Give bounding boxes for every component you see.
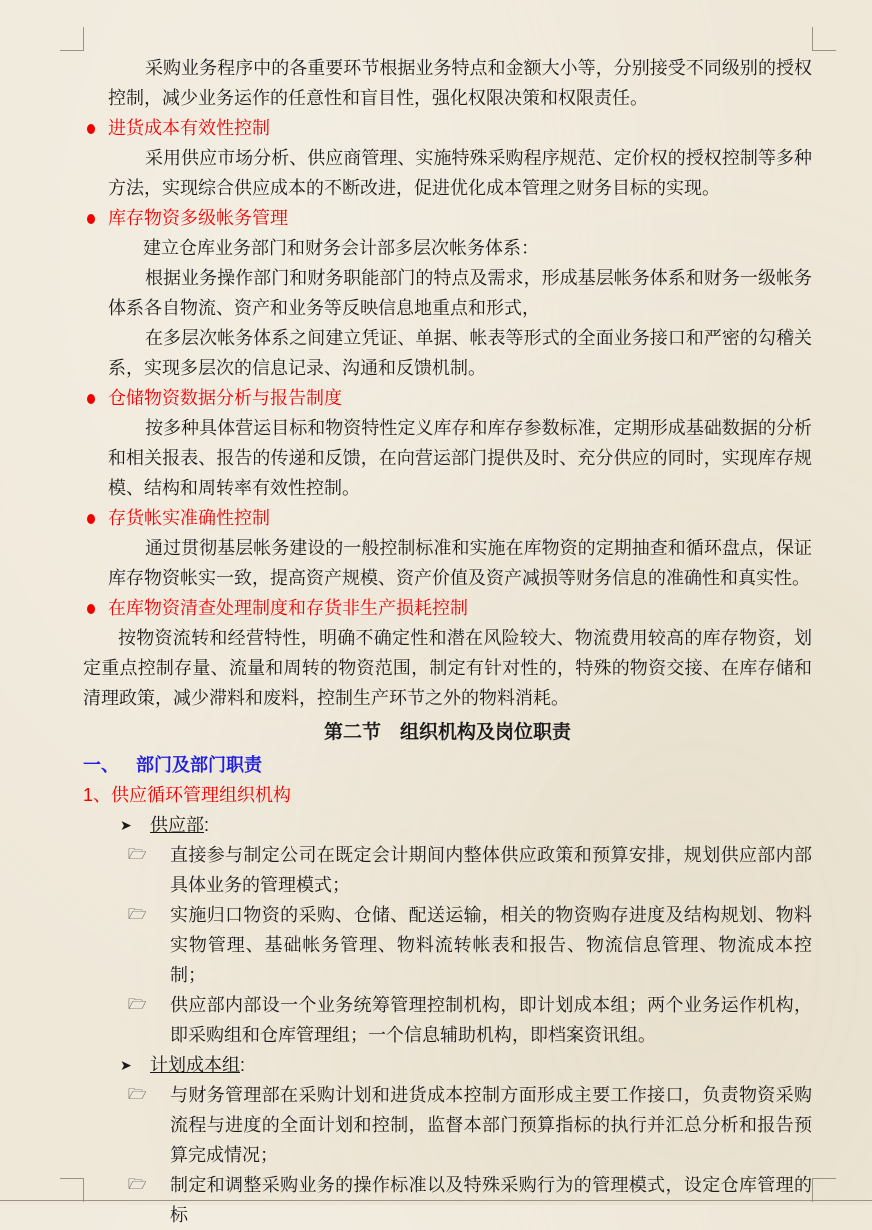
folder-bullet-icon: 🗁: [128, 1086, 147, 1103]
crop-mark-top-right: [812, 27, 836, 51]
bullet-heading: 在库物资清查处理制度和存货非生产损耗控制: [83, 593, 812, 623]
folder-bullet-icon: 🗁: [128, 846, 147, 863]
list-item: 🗁 直接参与制定公司在既定会计期间内整体供应政策和预算安排，规划供应部内部具体业务的管理模式；: [83, 840, 812, 900]
paragraph: 按物资流转和经营特性，明确不确定性和潜在风险较大、物流费用较高的库存物资，划定重点控制存量、流量和周转的物资范围，制定有针对性的，特殊的物资交接、在库存储和清理政策，减少滞料和废料，控制生产环节之外的物料消耗。: [83, 628, 812, 708]
bullet-heading: 存货帐实准确性控制: [83, 503, 812, 533]
subheading-plan-cost-group: ➤ 计划成本组 :: [83, 1050, 812, 1080]
paragraph: 通过贯彻基层帐务建设的一般控制标准和实施在库物资的定期抽查和循环盘点，保证库存物资帐实一致，提高资产规模、资产价值及资产减损等财务信息的准确性和真实性。: [108, 538, 812, 588]
crop-mark-top-left: [60, 27, 84, 51]
heading-level-1: [83, 750, 812, 780]
folder-bullet-icon: 🗁: [128, 1176, 147, 1193]
paragraph: 根据业务操作部门和财务职能部门的特点及需求，形成基层帐务体系和财务一级帐务体系各自物流、资产和业务等反映信息地重点和形式，: [108, 268, 812, 318]
folder-bullet-icon: 🗁: [128, 996, 147, 1013]
bullet-dot-icon: [83, 113, 108, 143]
crop-mark-bottom-right: [812, 1178, 836, 1202]
bullet-dot-icon: [83, 593, 108, 623]
list-item: 🗁 与财务管理部在采购计划和进货成本控制方面形成主要工作接口，负责物资采购流程与进度的全面计划和控制，监督本部门预算指标的执行并汇总分析和报告预算完成情况；: [83, 1080, 812, 1170]
paragraph: 在多层次帐务体系之间建立凭证、单据、帐表等形式的全面业务接口和严密的勾稽关系，实现多层次的信息记录、沟通和反馈机制。: [108, 328, 812, 378]
section-title: 第二节 组织机构及岗位职责: [323, 722, 571, 743]
list-item: 🗁 供应部内部设一个业务统筹管理控制机构，即计划成本组；两个业务运作机构，即采购组和仓库管理组；一个信息辅助机构，即档案资讯组。: [83, 990, 812, 1050]
arrow-bullet-icon: ➤: [120, 817, 132, 833]
paragraph: 采购业务程序中的各重要环节根据业务特点和金额大小等，分别接受不同级别的授权控制，减少业务运作的任意性和盲目性，强化权限决策和权限责任。: [108, 58, 812, 108]
list-item: 🗁 实施归口物资的采购、仓储、配送运输，相关的物资购存进度及结构规划、物料实物管理、基础帐务管理、物料流转帐表和报告、物流信息管理、物流成本控制；: [83, 900, 812, 990]
folder-bullet-icon: 🗁: [128, 906, 147, 923]
paragraph: 按多种具体营运目标和物资特性定义库存和库存参数标准，定期形成基础数据的分析和相关报表、报告的传递和反馈，在向营运部门提供及时、充分供应的同时，实现库存规模、结构和周转率有效性控制。: [108, 418, 812, 498]
bullet-heading: 库存物资多级帐务管理: [83, 203, 812, 233]
subheading-supply-dept: ➤ 供应部 :: [83, 810, 812, 840]
crop-mark-bottom-left: [60, 1178, 84, 1202]
arrow-bullet-icon: ➤: [120, 1057, 132, 1073]
heading-number: 一、: [83, 755, 119, 775]
list-item: 🗁 制定和调整采购业务的操作标准以及特殊采购行为的管理模式，设定仓库管理的标: [83, 1170, 812, 1230]
paragraph: 建立仓库业务部门和财务会计部多层次帐务体系：: [143, 238, 539, 258]
heading-text: 部门及部门职责: [136, 755, 262, 775]
bullet-dot-icon: [83, 503, 108, 533]
bullet-heading: 进货成本有效性控制: [83, 113, 812, 143]
document-page: [83, 53, 812, 1230]
bullet-dot-icon: [83, 383, 108, 413]
heading-level-2: 1、供应循环管理组织机构: [83, 785, 292, 805]
paragraph: 采用供应市场分析、供应商管理、实施特殊采购程序规范、定价权的授权控制等多种方法，实现综合供应成本的不断改进，促进优化成本管理之财务目标的实现。: [108, 148, 812, 198]
bullet-dot-icon: [83, 203, 108, 233]
bullet-heading: 仓储物资数据分析与报告制度: [83, 383, 812, 413]
